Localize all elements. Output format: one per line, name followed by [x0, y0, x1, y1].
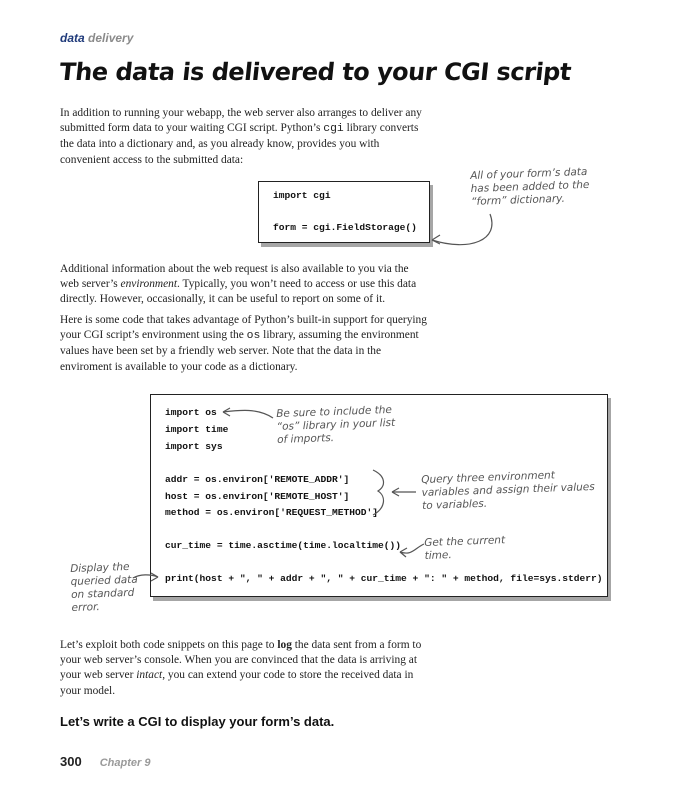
code-line: import time — [165, 424, 229, 435]
code-line: method = os.environ['REQUEST_METHOD'] — [165, 507, 379, 518]
page-title: The data is delivered to your CGI script — [58, 58, 573, 86]
arrow-include-os — [223, 410, 273, 418]
annotation-include-os: Be sure to include the “os” library in your list of imports. — [276, 403, 396, 446]
running-head-topic: delivery — [88, 31, 134, 45]
inline-code-os: os — [246, 330, 261, 343]
code-line: import cgi — [273, 190, 331, 201]
closing-callout: Let’s write a CGI to display your form’s data. — [60, 714, 335, 729]
arrow-form-dictionary — [432, 214, 492, 245]
intro-paragraph: In addition to running your webapp, the web server also arranges to deliver any submitted form data to your waiting CGI script. Python’s cgi library converts the data into a dictionary and, as you already know, provides you with convenient access to the submitted data: — [60, 107, 422, 166]
code-line: form = cgi.FieldStorage() — [273, 222, 417, 233]
code-line: import os — [165, 407, 217, 418]
arrow-current-time — [400, 544, 424, 553]
annotation-display-stderr: Display the queried data on standard error. — [70, 560, 138, 614]
page-number: 300 — [60, 754, 82, 769]
os-library-paragraph: Here is some code that takes advantage of Python’s built-in support for querying your CGI script’s environment using the os library, assuming the environment values have been set by a friendly web server. Note that the data in the enviroment is available to your code as a dictionary. — [60, 314, 427, 373]
environment-paragraph: Additional information about the web request is also available to you via the web server’s environment. Typically, you won’t need to access or use this data directly. However, occasionally, it can be useful to report on some of it. — [60, 263, 417, 306]
arrow-head — [432, 235, 440, 244]
code-line: print(host + ", " + addr + ", " + cur_time + ": " + method, file=sys.stderr) — [165, 573, 603, 584]
brace-environment-variables — [373, 470, 383, 515]
code-line: import sys — [165, 441, 223, 452]
chapter-label: Chapter 9 — [99, 757, 151, 769]
page-footer — [60, 754, 150, 769]
annotation-query-environment: Query three environment variables and assign their values to variables. — [421, 469, 595, 512]
arrow-head — [151, 573, 158, 581]
code-line: cur_time = time.asctime(time.localtime()) — [165, 540, 402, 551]
annotation-form-dictionary: All of your form’s data has been added to the “form” dictionary. — [470, 165, 590, 208]
running-head-section: data — [60, 31, 85, 45]
inline-code-cgi: cgi — [323, 123, 344, 136]
annotation-current-time: Get the current time. — [424, 534, 506, 562]
code-line: addr = os.environ['REMOTE_ADDR'] — [165, 474, 350, 485]
log-paragraph: Let’s exploit both code snippets on this page to log the data sent from a form to your web server’s console. When you are convinced that the data is arriving at your web server intact, you can extend your code to store the received data in your model. — [60, 639, 422, 697]
code-line: host = os.environ['REMOTE_HOST'] — [165, 491, 350, 502]
